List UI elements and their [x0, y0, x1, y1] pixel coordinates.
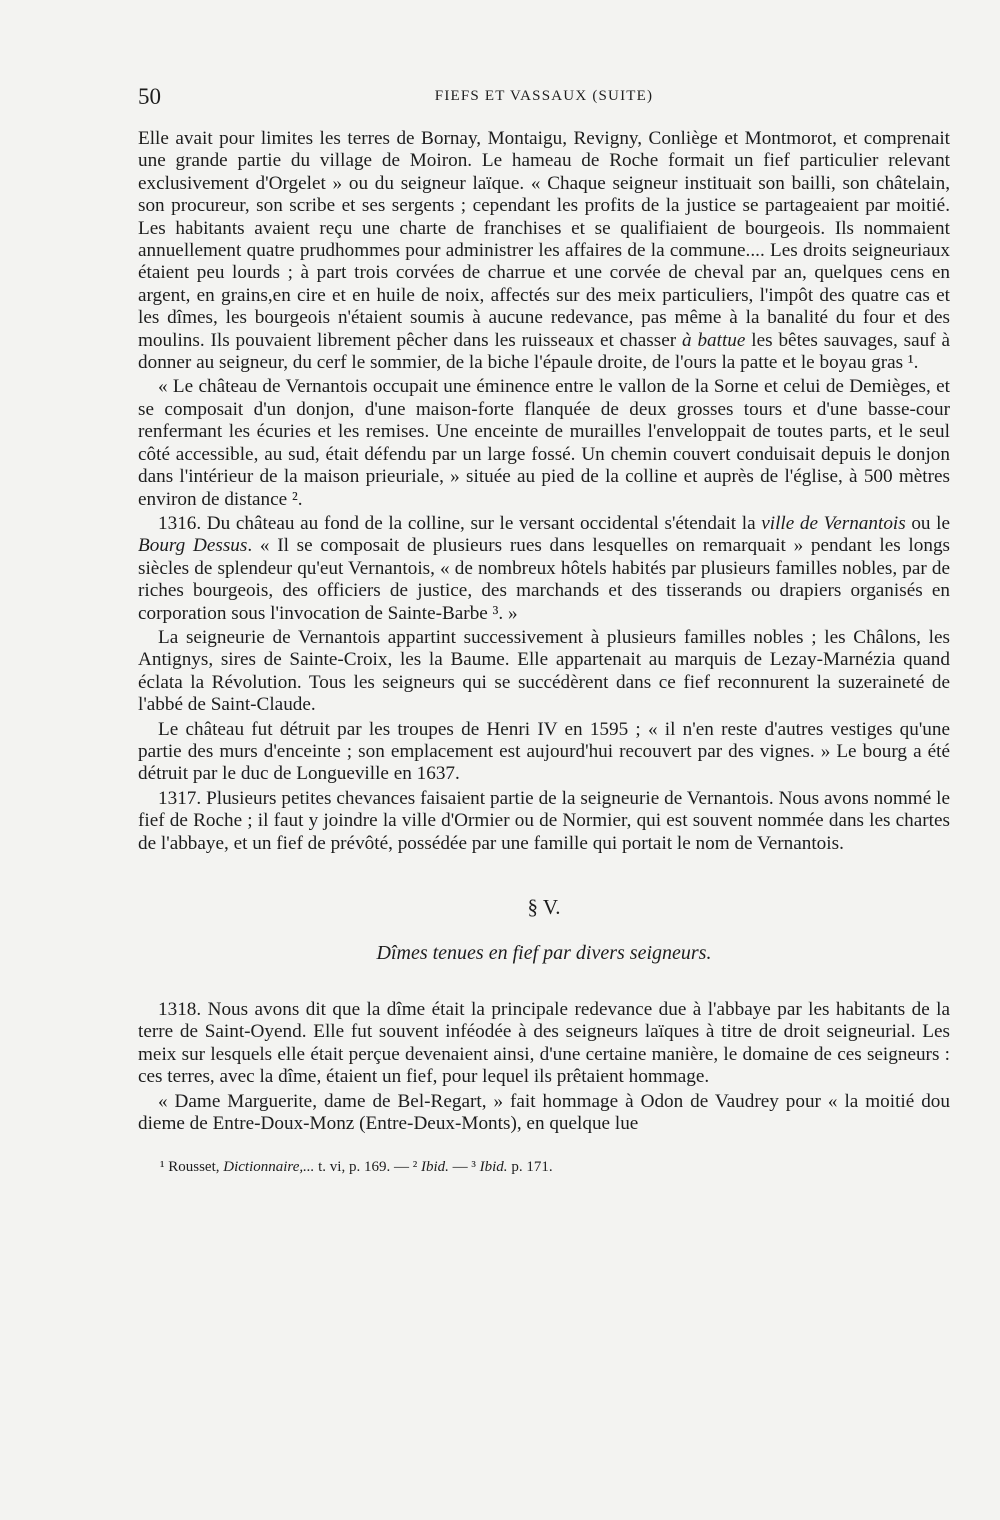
- footnotes: [138, 1157, 950, 1177]
- text-run: Le château fut détruit par les troupes de Henri IV en 1595 ; « il n'en reste d'autres vestiges qu'une partie des murs d'enceinte ; son emplacement est aujourd'hui recouvert par des vignes. » Le bourg a été détruit par le duc de Longueville en 1637.: [138, 718, 950, 785]
- text-run: p. 171.: [507, 1159, 553, 1176]
- margin-bleed-left: [48, 322, 128, 358]
- text-run: les bêtes sauvages, sauf à donner au seigneur, du cerf le sommier, de la biche l'épaule droite, de l'ours la patte et le boyau gras ¹.: [138, 329, 950, 374]
- page-header: [138, 84, 950, 114]
- running-head: FIEFS ET VASSAUX (SUITE): [434, 88, 654, 104]
- text-run: — ³: [448, 1159, 480, 1176]
- text-run: Elle avait pour limites les terres de Bornay, Montaigu, Revigny, Conliège et Montmorot, et comprenait une grande partie du village de Moiron. Le hameau de Roche formait un fief particulier relevant exclusivement d'Orgelet » ou du seigneur laïque. « Chaque seigneur instituait son bailli, son châtelain, son procureur, son scribe et ses sergents ; cependant les profits de la justice se partageaient par moitié. Les habitants avaient reçu une charte de franchises et se qualifiaient de bourgeois. Ils nommaient annuellement quatre prudhommes pour administrer les affaires de la commune.... Les droits seigneuriaux étaient peu lourds ; à part trois corvées de charrue et une corvée de cheval par an, quelques cens en argent, en grains,en cire et en huile de noix, affectés sur des meix particuliers, l'impôt des quatre cas et les dîmes, les bourgeois n'étaient soumis à aucune redevance, pas même à la banalité du four et des moulins. Ils pouvaient librement pêcher dans les ruisseaux et chasser: [138, 128, 950, 351]
- italic-run: Bourg Dessus: [138, 535, 248, 557]
- text-run: 1318. Nous avons dit que la dîme était la principale redevance due à l'abbaye par les habitants de la terre de Saint-Oyend. Elle fut souvent inféodée à des seigneurs laïques à titre de droit seigneurial. Les meix sur lesquels elle était perçue devenaient ainsi, d'une certaine manière, le domaine de ces seigneurs : ces terres, avec la dîme, étaient un fief, pour lequel ils prêtaient hommage.: [138, 999, 950, 1088]
- page-number: 50: [138, 84, 161, 109]
- body-text-continued: [138, 999, 950, 1135]
- italic-run: Dictionnaire,...: [223, 1159, 315, 1176]
- text-run: « Le château de Vernantois occupait une éminence entre le vallon de la Sorne et celui de Demièges, et se composait d'un donjon, d'une maison-forte flanquée de deux grosses tours et d'une basse-cour renfermant les écuries et les remises. Une enceinte de murailles l'enveloppait de toutes parts, et le seul côté accessible, au sud, était défendu par un large fossé. Un chemin couvert conduisait depuis le donjon dans l'intérieur de la maison prieuriale, » située au pied de la colline et auprès de l'église, à 500 mètres environ de distance ².: [138, 376, 950, 510]
- paragraph: [138, 128, 950, 374]
- section-title: Dîmes tenues en fief par divers seigneurs.: [376, 942, 712, 964]
- text-run: t. vi, p. 169. — ²: [314, 1159, 421, 1176]
- body-text: [138, 128, 950, 855]
- text-run: 1317. Plusieurs petites chevances faisaient partie de la seigneurie de Vernantois. Nous avons nommé le fief de Roche ; il faut y joindre la ville d'Ormier ou de Normier, qui est souvent nommée dans les chartes de l'abbaye, et un fief de prévôté, possédée par une famille qui portait le nom de Vernantois.: [138, 787, 950, 854]
- paragraph: [138, 1091, 950, 1136]
- italic-run: Ibid.: [420, 1159, 449, 1176]
- text-run: ou le: [905, 512, 951, 534]
- italic-run: Ibid.: [479, 1159, 508, 1176]
- paragraph: [138, 719, 950, 786]
- text-run: La seigneurie de Vernantois appartint successivement à plusieurs familles nobles ; les Châlons, les Antignys, sires de Sainte-Croix, les la Baume. Elle appartenait au marquis de Lezay-Marnézia quand éclata la Révolution. Tous les seigneurs qui se succédèrent dans ce fief reconnurent la suzeraineté de l'abbé de Saint-Claude.: [138, 626, 950, 716]
- section-mark: § V.: [527, 895, 561, 919]
- text-run: . « Il se composait de plusieurs rues dans lesquelles on remarquait » pendant les longs siècles de splendeur qu'eut Vernantois, « de nombreux hôtels habités par plusieurs familles nobles, par de riches bourgeois, des officiers de justice, des marchands et des tisserands ou drapiers organisés en corporation sous l'invocation de Sainte-Barbe ³. »: [138, 535, 951, 624]
- italic-run: ville de Vernantois: [761, 512, 906, 534]
- text-run: 1316. Du château au fond de la colline, sur le versant occidental s'étendait la: [158, 512, 762, 534]
- paragraph: [138, 513, 950, 625]
- text-run: ¹ Rousset,: [160, 1159, 224, 1176]
- paragraph: [138, 788, 950, 855]
- paragraph: [138, 376, 950, 510]
- paragraph: [138, 627, 950, 717]
- paragraph: [138, 999, 950, 1089]
- italic-run: à battue: [682, 329, 746, 351]
- page: [138, 84, 950, 1177]
- text-run: « Dame Marguerite, dame de Bel-Regart, » fait hommage à Odon de Vaudrey pour « la moitié dou dieme de Entre-Doux-Monz (Entre-Deux-Monts), en quelque lue: [138, 1090, 950, 1135]
